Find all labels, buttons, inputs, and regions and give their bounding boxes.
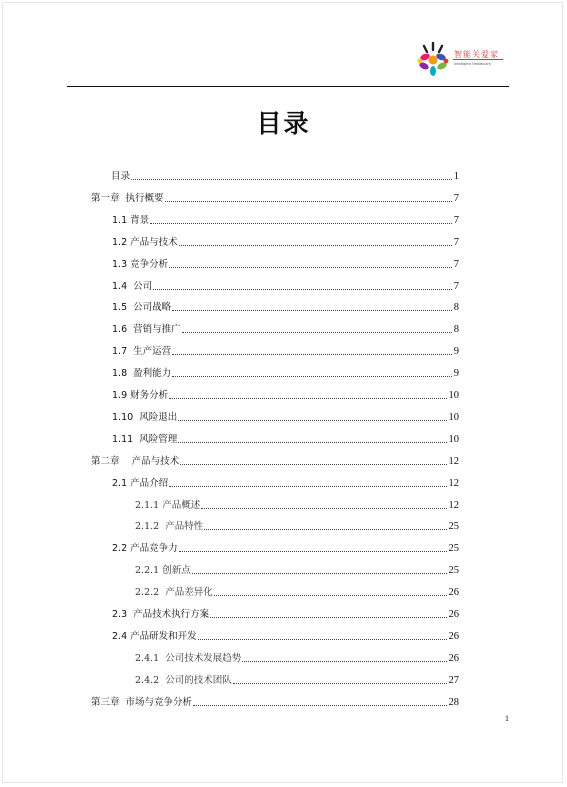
toc-entry-title: 1.5 公司战略 (112, 302, 172, 314)
toc-entry-page: 28 (448, 696, 459, 708)
toc-entry[interactable] (112, 320, 459, 336)
toc-entry[interactable] (91, 693, 459, 709)
toc-dot-leader (193, 705, 446, 706)
toc-dot-leader (169, 486, 446, 487)
toc-entry[interactable] (135, 496, 459, 512)
page-number: 1 (505, 714, 509, 723)
toc-entry-title: 2.4.2 公司的技术团队 (135, 674, 232, 686)
toc-entry[interactable] (135, 583, 459, 599)
logo-burst-icon (414, 40, 452, 78)
toc-dot-leader (172, 310, 452, 311)
toc-entry-title: 1.6 营销与推广 (112, 324, 181, 336)
toc-dot-leader (214, 595, 447, 596)
toc-dot-leader (165, 201, 452, 202)
toc-entry-title: 第二章 产品与技术 (91, 455, 180, 467)
toc-entry[interactable] (111, 167, 459, 183)
toc-entry-page: 26 (448, 609, 459, 620)
toc-entry[interactable] (112, 211, 459, 227)
toc-entry-page: 12 (448, 499, 459, 511)
toc-entry[interactable] (112, 474, 459, 490)
toc-entry-page: 10 (448, 390, 459, 401)
toc-entry[interactable] (135, 671, 459, 687)
toc-entry[interactable] (112, 408, 459, 424)
toc-dot-leader (178, 420, 446, 421)
toc-dot-leader (172, 376, 452, 377)
toc-dot-leader (169, 267, 452, 268)
toc-entry[interactable] (135, 561, 459, 577)
toc-entry-title: 1.10 风险退出 (112, 411, 178, 423)
toc-entry[interactable] (112, 430, 459, 446)
toc-entry-page: 12 (448, 455, 459, 467)
toc-entry[interactable] (112, 364, 459, 380)
logo-underline (453, 59, 503, 60)
toc-entry-page: 8 (453, 302, 459, 314)
toc-entry-title: 1.11 风险管理 (112, 433, 178, 445)
toc-entry-title: 2.4 产品研发和开发 (112, 630, 197, 642)
toc-entry[interactable] (112, 298, 459, 314)
toc-entry-title: 1.7 生产运营 (112, 346, 172, 358)
toc-dot-leader (178, 442, 446, 443)
toc-entry[interactable] (112, 539, 459, 555)
toc-entry-page: 25 (448, 543, 459, 555)
toc-entry-title: 2.2.1 创新点 (135, 565, 191, 577)
toc-entry-title: 2.2 产品竞争力 (112, 543, 178, 555)
toc-dot-leader (180, 464, 446, 465)
toc-entry-page: 1 (453, 171, 459, 182)
toc-entry[interactable] (112, 386, 459, 402)
toc-dot-leader (198, 639, 447, 640)
toc-entry-title: 1.4 公司 (112, 280, 153, 292)
toc-dot-leader (210, 617, 446, 618)
toc-entry-page: 7 (453, 236, 459, 248)
toc-dot-leader (204, 529, 446, 530)
toc-entry-title: 1.2 产品与技术 (112, 236, 178, 248)
toc-entry-page: 10 (448, 433, 459, 445)
header-rule (67, 86, 509, 87)
toc-dot-leader (233, 683, 447, 684)
toc-entry-title: 第三章 市场与竞争分析 (91, 696, 193, 708)
toc-entry-title: 1.3 竞争分析 (112, 258, 169, 270)
toc-entry[interactable] (91, 189, 459, 205)
toc-entry[interactable] (91, 452, 459, 468)
toc-entry-page: 7 (453, 192, 459, 204)
toc-entry-page: 7 (453, 258, 459, 270)
toc-dot-leader (153, 289, 452, 290)
toc-entry-title: 1.1 背景 (112, 214, 150, 226)
toc-entry-page: 25 (448, 521, 459, 533)
logo-subtitle: Intelligent Healthcare (454, 62, 491, 66)
toc-dot-leader (172, 354, 452, 355)
toc-entry-page: 26 (448, 630, 459, 642)
toc-dot-leader (131, 179, 452, 180)
toc-entry-title: 2.2.2 产品差异化 (135, 587, 213, 599)
toc-entry-title: 2.4.1 公司技术发展趋势 (135, 652, 242, 664)
logo-name: 智能关爱家 (454, 50, 499, 59)
toc-dot-leader (179, 245, 452, 246)
toc-entry-page: 27 (448, 674, 459, 686)
toc-entry[interactable] (135, 517, 459, 533)
toc-entry-title: 1.8 盈利能力 (112, 368, 172, 380)
toc-dot-leader (242, 661, 446, 662)
toc-entry[interactable] (112, 605, 459, 621)
toc-entry-page: 26 (448, 587, 459, 599)
toc-entry-page: 12 (448, 477, 459, 489)
toc-entry-page: 7 (453, 280, 459, 292)
toc-dot-leader (192, 573, 447, 574)
toc-entry-title: 2.1 产品介绍 (112, 477, 169, 489)
toc-entry[interactable] (112, 233, 459, 249)
toc-entry-title: 2.1.2 产品特性 (135, 521, 204, 533)
toc-entry[interactable] (112, 342, 459, 358)
toc-entry-page: 7 (453, 214, 459, 226)
toc-entry-title: 1.9 财务分析 (112, 390, 169, 401)
toc-entry[interactable] (112, 255, 459, 271)
toc-entry-title: 2.1.1 产品概述 (135, 499, 201, 511)
page-title: 目录 (256, 109, 311, 138)
company-logo (414, 40, 514, 80)
toc-dot-leader (182, 332, 452, 333)
toc-entry-page: 9 (453, 368, 459, 380)
toc-entry-title: 第一章 执行概要 (91, 192, 164, 204)
toc-entry-title: 2.3 产品技术执行方案 (112, 609, 210, 620)
toc-entry[interactable] (112, 277, 459, 293)
toc-entry-page: 25 (448, 565, 459, 577)
toc-entry[interactable] (135, 649, 459, 665)
toc-entry-page: 26 (448, 652, 459, 664)
toc-entry-title: 目录 (111, 171, 131, 182)
toc-dot-leader (150, 223, 452, 224)
toc-entry-page: 8 (453, 324, 459, 336)
toc-entry[interactable] (112, 627, 459, 643)
toc-dot-leader (201, 508, 446, 509)
toc-entry-page: 10 (448, 411, 459, 423)
toc-dot-leader (179, 551, 447, 552)
toc-dot-leader (169, 398, 446, 399)
toc-entry-page: 9 (453, 346, 459, 358)
